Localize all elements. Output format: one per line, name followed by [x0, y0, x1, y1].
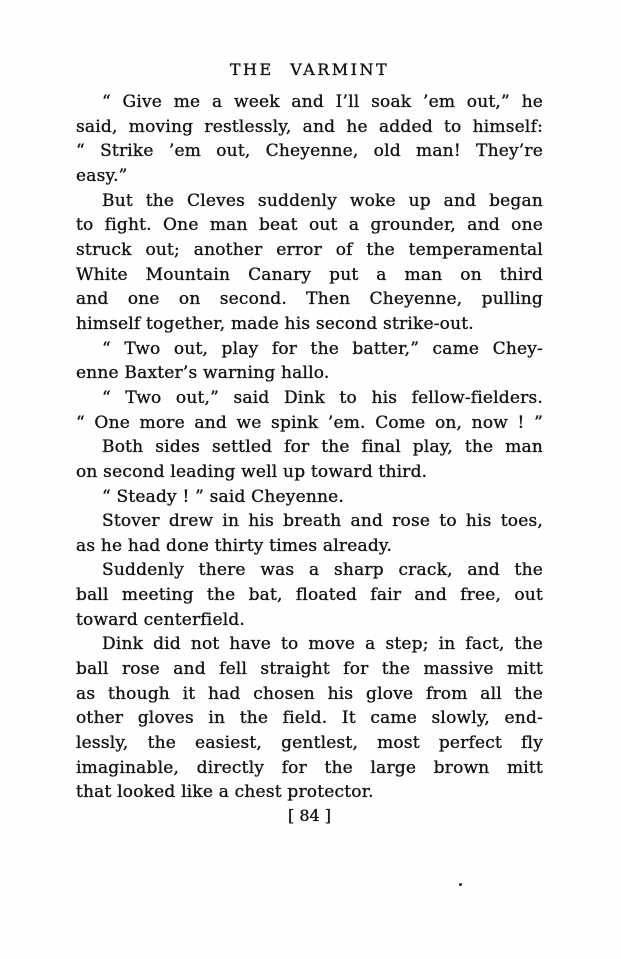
paragraph: [76, 189, 543, 337]
text-line: said, moving restlessly, and he added to himself:: [76, 116, 543, 137]
text-line: Dink did not have to move a step; in fact, the: [102, 634, 543, 655]
scan-speck-dot: [459, 883, 462, 886]
text-line: “ Give me a week and I’ll soak ’em out,” he: [102, 92, 543, 112]
text-line: But the Cleves suddenly woke up and began: [102, 190, 543, 211]
text-line: ball meeting the bat, floated fair and free, out: [76, 585, 543, 606]
paragraph: [76, 386, 543, 435]
text-line: “ Two out,” said Dink to his fellow-fielders.: [102, 387, 543, 408]
paragraph: [76, 90, 543, 189]
text-line: Both sides settled for the final play, the man: [102, 437, 543, 458]
text-line: as though it had chosen his glove from all the: [76, 683, 543, 704]
text-line: enne Baxter’s warning hallo.: [76, 363, 330, 384]
text-line: on second leading well up toward third.: [76, 461, 428, 482]
paragraph: [76, 558, 543, 632]
text-line: himself together, made his second strike-out.: [76, 313, 474, 334]
text-line: “ Strike ’em out, Cheyenne, old man! They’re: [76, 141, 543, 162]
text-line: that looked like a chest protector.: [76, 782, 374, 803]
paragraph: [76, 485, 543, 510]
text-line: “ One more and we spink ’em. Come on, now ! ”: [76, 412, 543, 433]
text-line: White Mountain Canary put a man on third: [76, 264, 543, 285]
text-line: ball rose and fell straight for the massive mitt: [76, 659, 543, 680]
text-line: easy.”: [76, 165, 128, 186]
text-line: Suddenly there was a sharp crack, and the: [102, 560, 543, 581]
text-line: “ Steady ! ” said Cheyenne.: [102, 486, 345, 507]
text-line: struck out; another error of the temperamental: [76, 239, 543, 260]
text-line: Stover drew in his breath and rose to his toes,: [102, 511, 543, 532]
running-header: THE VARMINT: [229, 60, 390, 79]
text-line: lessly, the easiest, gentlest, most perfect fly: [76, 733, 543, 754]
text-block: [76, 90, 543, 805]
text-line: toward centerfield.: [76, 609, 246, 630]
page-number: [ 84 ]: [287, 806, 331, 825]
paragraph: [76, 337, 543, 386]
paragraph: [76, 509, 543, 558]
text-line: imaginable, directly for the large brown mitt: [76, 757, 543, 778]
text-line: to fight. One man beat out a grounder, and one: [76, 215, 543, 236]
paragraph: [76, 632, 543, 805]
paragraph: [76, 435, 543, 484]
text-line: and one on second. Then Cheyenne, pulling: [76, 289, 543, 310]
text-line: as he had done thirty times already.: [76, 535, 393, 556]
text-line: “ Two out, play for the batter,” came Chey-: [102, 338, 543, 359]
text-line: other gloves in the field. It came slowly, end-: [76, 708, 543, 729]
